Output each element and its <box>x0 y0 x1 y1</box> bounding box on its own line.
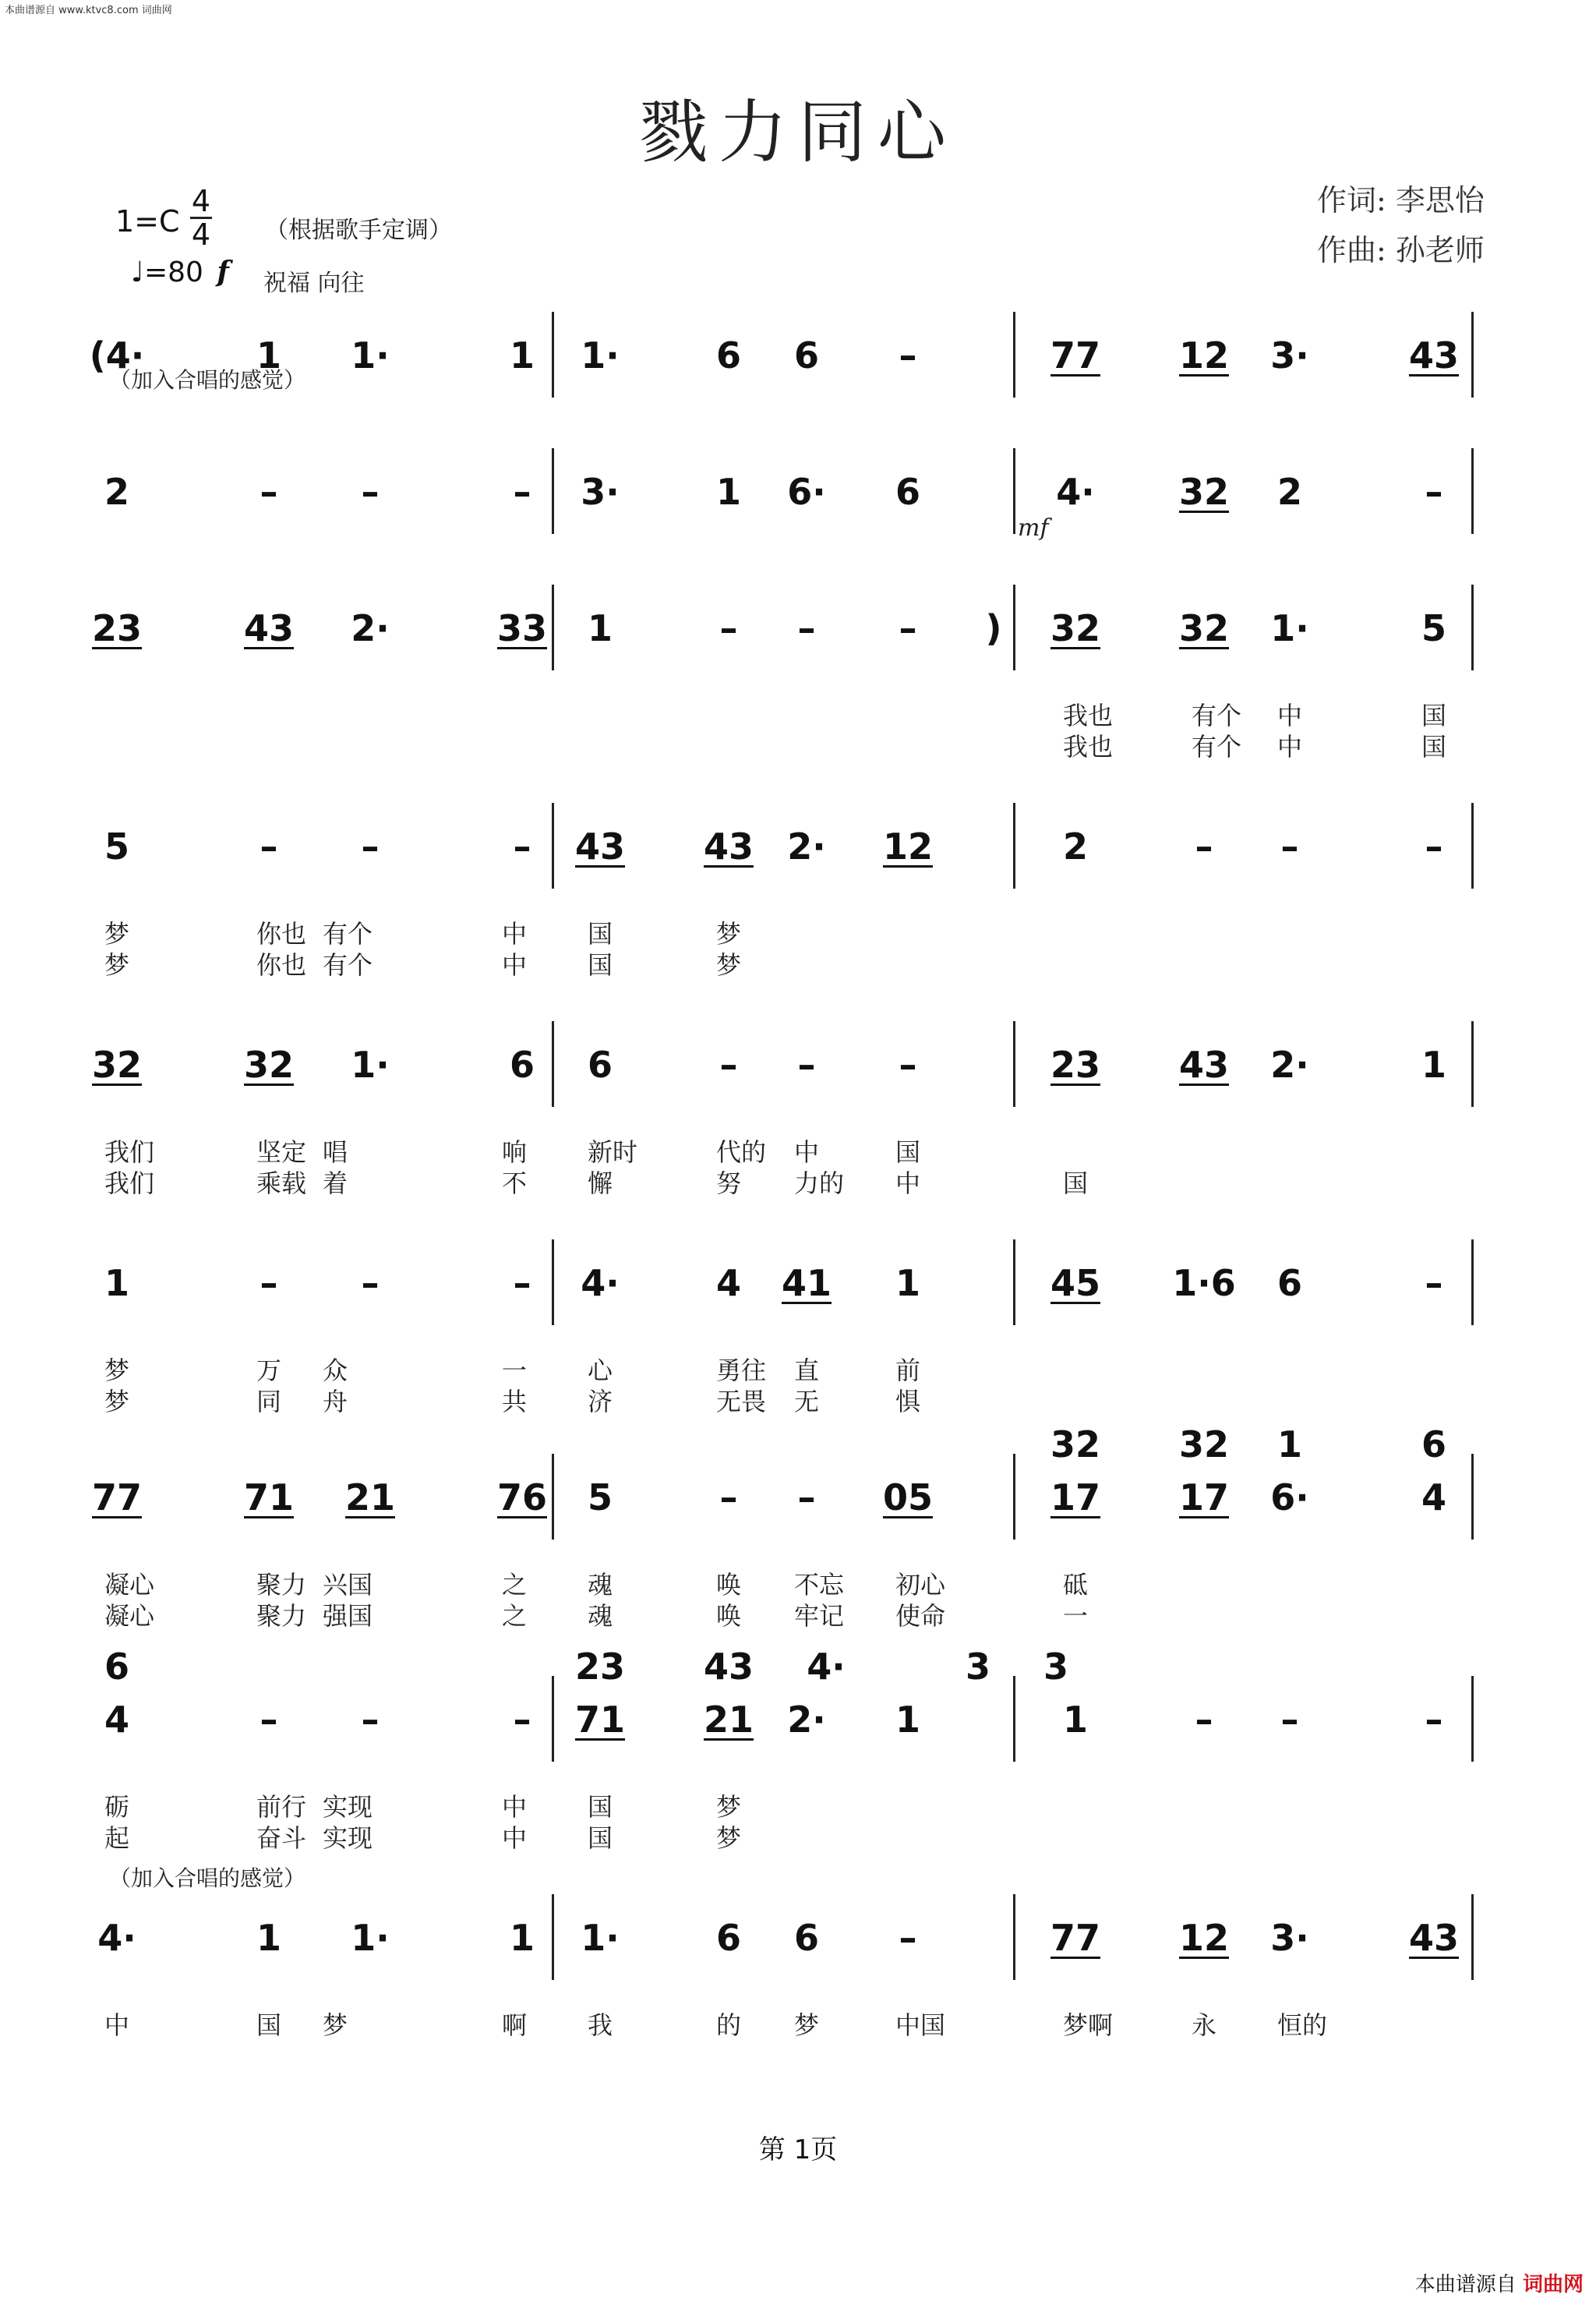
barline <box>1471 1021 1474 1107</box>
note: 1· <box>351 1917 390 1959</box>
chorus-hint-1: （加入合唱的感觉） <box>109 367 306 393</box>
note: 4· <box>97 1917 136 1959</box>
barline <box>552 803 554 889</box>
source-note: 本曲谱源自 www.ktvc8.com 词曲网 <box>5 5 172 16</box>
lyric: 国 <box>1421 701 1447 730</box>
note: 71 <box>574 1699 626 1741</box>
note: 3· <box>581 471 620 513</box>
lyric-2: 国 <box>1063 1168 1089 1198</box>
lyric: 中 <box>794 1137 820 1167</box>
lyric-2: 梦 <box>104 950 130 980</box>
upper-note: 3 <box>1043 1646 1069 1688</box>
note: 1·6 <box>1172 1262 1236 1304</box>
lyric-2: 懈 <box>588 1168 613 1198</box>
note: – <box>513 471 531 513</box>
note: – <box>1280 1699 1299 1741</box>
note: – <box>361 471 380 513</box>
note: 1 <box>587 607 613 649</box>
lyric: 啊 <box>502 2010 528 2040</box>
note: – <box>1195 825 1213 868</box>
barline <box>1471 448 1474 534</box>
lyric-2: 着 <box>323 1168 348 1198</box>
lyric: 实现 <box>323 1792 373 1822</box>
lyric-2: 中 <box>1277 732 1303 762</box>
lyric: 唱 <box>323 1137 348 1167</box>
lyric: 之 <box>502 1570 528 1600</box>
note: – <box>361 1699 380 1741</box>
note: 43 <box>574 825 626 868</box>
note: 2· <box>1270 1044 1309 1086</box>
dynamic-marking: f <box>217 256 229 288</box>
lyric-2: 实现 <box>323 1823 373 1853</box>
note: ) <box>985 607 1002 649</box>
lyric-2: 起 <box>104 1823 130 1853</box>
barline <box>552 585 554 670</box>
lyric-2: 唤 <box>716 1601 742 1631</box>
lyric: 响 <box>502 1137 528 1167</box>
note: – <box>513 825 531 868</box>
upper-note: 6 <box>104 1646 130 1688</box>
note: – <box>797 607 816 649</box>
barline <box>552 1239 554 1325</box>
lyric-2: 有个 <box>323 950 373 980</box>
note: 43 <box>1408 334 1460 377</box>
note: – <box>719 607 738 649</box>
note: (4· <box>89 334 145 377</box>
note: 21 <box>344 1476 396 1518</box>
barline <box>1013 585 1015 670</box>
mf-dynamic: mf <box>1018 514 1049 542</box>
composer-credit: 作曲: 孙老师 <box>1317 233 1485 267</box>
lyric: 梦 <box>716 1792 742 1822</box>
barline <box>552 312 554 398</box>
lyric: 的 <box>716 2010 742 2040</box>
upper-note: 23 <box>574 1646 626 1688</box>
lyric: 中 <box>502 1792 528 1822</box>
lyric-2: 共 <box>502 1387 528 1416</box>
mood-marking: 祝福 向往 <box>263 270 365 297</box>
lyric: 中 <box>502 919 528 949</box>
note: 12 <box>1178 1917 1230 1959</box>
note: 05 <box>882 1476 934 1518</box>
note: 1 <box>104 1262 130 1304</box>
lyric: 中 <box>1277 701 1303 730</box>
lyric-2: 牢记 <box>794 1601 845 1631</box>
lyric: 前 <box>895 1356 921 1385</box>
barline <box>1013 1894 1015 1980</box>
note: 21 <box>703 1699 754 1741</box>
barline <box>1013 448 1015 534</box>
barline <box>1471 1894 1474 1980</box>
note: 6· <box>1270 1476 1309 1518</box>
lyric-2: 梦 <box>716 1823 742 1853</box>
note: 5 <box>104 825 130 868</box>
note: – <box>1425 1262 1443 1304</box>
upper-note: 32 <box>1050 1423 1101 1465</box>
note: 77 <box>91 1476 143 1518</box>
note: 45 <box>1050 1262 1101 1304</box>
lyric: 你也 <box>256 919 307 949</box>
upper-note: 3 <box>965 1646 991 1688</box>
lyric-2: 乘载 <box>256 1168 307 1198</box>
barline <box>1471 1239 1474 1325</box>
note: 1· <box>1270 607 1309 649</box>
lyric-2: 力的 <box>794 1168 845 1198</box>
lyric: 砥 <box>1063 1570 1089 1600</box>
key-hint: （根据歌手定调） <box>265 217 452 244</box>
note: 1· <box>351 334 390 377</box>
note: 5 <box>1421 607 1447 649</box>
note: 41 <box>781 1262 832 1304</box>
note: 76 <box>496 1476 548 1518</box>
lyric: 梦 <box>104 919 130 949</box>
note: – <box>899 1917 917 1959</box>
barline <box>552 1894 554 1980</box>
lyric-2: 有个 <box>1192 732 1242 762</box>
note: 3· <box>1270 334 1309 377</box>
note: – <box>361 1262 380 1304</box>
barline <box>1013 312 1015 398</box>
lyric: 我也 <box>1063 701 1114 730</box>
note: 6 <box>793 1917 820 1959</box>
lyric-2: 我也 <box>1063 732 1114 762</box>
note: 2 <box>1276 471 1303 513</box>
lyric: 我们 <box>104 1137 155 1167</box>
upper-note: 4· <box>807 1646 846 1688</box>
note: 6 <box>715 334 742 377</box>
lyric: 初心 <box>895 1570 946 1600</box>
lyric: 新时 <box>588 1137 638 1167</box>
lyric-2: 魂 <box>588 1601 613 1631</box>
note: – <box>797 1476 816 1518</box>
note: 1· <box>581 334 620 377</box>
lyric-2: 努 <box>716 1168 742 1198</box>
barline <box>1013 1676 1015 1762</box>
note: 4 <box>715 1262 742 1304</box>
note: 1 <box>1421 1044 1447 1086</box>
note: 43 <box>1408 1917 1460 1959</box>
note: – <box>1425 471 1443 513</box>
lyric: 坚定 <box>256 1137 307 1167</box>
note: 17 <box>1050 1476 1101 1518</box>
upper-note: 1 <box>1276 1423 1303 1465</box>
note: 6 <box>587 1044 613 1086</box>
lyric-2: 中 <box>502 1823 528 1853</box>
barline <box>552 1676 554 1762</box>
note: – <box>797 1044 816 1086</box>
note: – <box>719 1476 738 1518</box>
lyric: 不忘 <box>794 1570 845 1600</box>
song-title: 戮力同心 <box>638 92 957 172</box>
lyricist-credit: 作词: 李思怡 <box>1317 183 1485 217</box>
time-signature <box>190 186 212 250</box>
lyric: 梦 <box>104 1356 130 1385</box>
lyric-2: 梦 <box>104 1387 130 1416</box>
barline <box>552 1454 554 1540</box>
barline <box>552 448 554 534</box>
lyric-2: 你也 <box>256 950 307 980</box>
quarter-note-icon: ♩ <box>131 256 144 288</box>
barline <box>552 1021 554 1107</box>
note: 1 <box>509 334 535 377</box>
lyric-2: 中 <box>502 950 528 980</box>
lyric: 砺 <box>104 1792 130 1822</box>
barline <box>1013 1454 1015 1540</box>
note: 43 <box>703 825 754 868</box>
brand-mark: 本曲谱源自 词曲网 <box>1414 2273 1584 2296</box>
lyric-2: 国 <box>588 950 613 980</box>
lyric: 勇往 <box>716 1356 767 1385</box>
note: 32 <box>1178 471 1230 513</box>
note: 1 <box>1062 1699 1089 1741</box>
note: 43 <box>243 607 295 649</box>
barline <box>1471 803 1474 889</box>
lyric: 众 <box>323 1356 348 1385</box>
barline <box>1013 1021 1015 1107</box>
note: 1· <box>351 1044 390 1086</box>
note: 1 <box>895 1699 921 1741</box>
note: 1 <box>715 471 742 513</box>
lyric-2: 国 <box>1421 732 1447 762</box>
note: – <box>260 1262 278 1304</box>
note: 2 <box>1062 825 1089 868</box>
lyric: 我 <box>588 2010 613 2040</box>
lyric: 永 <box>1192 2010 1217 2040</box>
lyric-2: 使命 <box>895 1601 946 1631</box>
lyric-2: 我们 <box>104 1168 155 1198</box>
note: – <box>1425 825 1443 868</box>
lyric: 国 <box>895 1137 921 1167</box>
note: 2· <box>351 607 390 649</box>
lyric: 国 <box>256 2010 282 2040</box>
lyric: 国 <box>588 1792 613 1822</box>
note: 6 <box>715 1917 742 1959</box>
lyric-2: 惧 <box>895 1387 921 1416</box>
lyric-2: 强国 <box>323 1601 373 1631</box>
barline <box>1013 1239 1015 1325</box>
note: 6 <box>895 471 921 513</box>
lyric-2: 奋斗 <box>256 1823 307 1853</box>
lyric-2: 梦 <box>716 950 742 980</box>
lyric: 有个 <box>1192 701 1242 730</box>
lyric: 直 <box>794 1356 820 1385</box>
note: 77 <box>1050 1917 1101 1959</box>
note: – <box>260 1699 278 1741</box>
note: 1 <box>256 1917 282 1959</box>
note: 71 <box>243 1476 295 1518</box>
note: 12 <box>882 825 934 868</box>
lyric: 心 <box>588 1356 613 1385</box>
note: – <box>1195 1699 1213 1741</box>
lyric-2: 凝心 <box>104 1601 155 1631</box>
note: 32 <box>91 1044 143 1086</box>
lyric-2: 一 <box>1063 1601 1089 1631</box>
note: 6 <box>1276 1262 1303 1304</box>
page-number: 第 1页 <box>758 2134 838 2165</box>
note: 6 <box>793 334 820 377</box>
lyric: 梦 <box>716 919 742 949</box>
lyric: 中国 <box>895 2010 946 2040</box>
lyric: 中 <box>104 2010 130 2040</box>
lyric: 代的 <box>716 1137 767 1167</box>
lyric: 聚力 <box>256 1570 307 1600</box>
lyric: 唤 <box>716 1570 742 1600</box>
lyric-2: 不 <box>502 1168 528 1198</box>
lyric: 魂 <box>588 1570 613 1600</box>
note: – <box>1280 825 1299 868</box>
key-signature: 1=C <box>115 204 180 239</box>
note: 3· <box>1270 1917 1309 1959</box>
lyric: 梦啊 <box>1063 2010 1114 2040</box>
time-top: 4 <box>191 184 211 218</box>
note: 43 <box>1178 1044 1230 1086</box>
upper-note: 6 <box>1421 1423 1447 1465</box>
note: 6 <box>509 1044 535 1086</box>
note: 4· <box>581 1262 620 1304</box>
lyric-2: 同 <box>256 1387 282 1416</box>
lyric-2: 无畏 <box>716 1387 767 1416</box>
time-bottom: 4 <box>191 217 211 252</box>
lyric: 凝心 <box>104 1570 155 1600</box>
note: – <box>513 1262 531 1304</box>
note: 1 <box>509 1917 535 1959</box>
lyric-2: 舟 <box>323 1387 348 1416</box>
note: – <box>899 607 917 649</box>
upper-note: 32 <box>1178 1423 1230 1465</box>
lyric: 一 <box>502 1356 528 1385</box>
note: 12 <box>1178 334 1230 377</box>
lyric: 万 <box>256 1356 282 1385</box>
lyric-2: 济 <box>588 1387 613 1416</box>
lyric: 梦 <box>323 2010 348 2040</box>
lyric: 恒的 <box>1277 2010 1328 2040</box>
note: 1 <box>256 334 282 377</box>
barline <box>1013 803 1015 889</box>
note: 1 <box>895 1262 921 1304</box>
note: 32 <box>1178 607 1230 649</box>
tempo-marking: ♩=80 f <box>131 256 229 288</box>
upper-note: 43 <box>703 1646 754 1688</box>
note: 2· <box>787 1699 826 1741</box>
lyric-2: 聚力 <box>256 1601 307 1631</box>
chorus-hint-2: （加入合唱的感觉） <box>109 1865 306 1891</box>
note: 23 <box>91 607 143 649</box>
barline <box>1471 1676 1474 1762</box>
note: 1· <box>581 1917 620 1959</box>
note: 23 <box>1050 1044 1101 1086</box>
note: 6· <box>787 471 826 513</box>
barline <box>1471 585 1474 670</box>
note: – <box>361 825 380 868</box>
lyric: 梦 <box>794 2010 820 2040</box>
note: 4· <box>1056 471 1095 513</box>
note: – <box>899 334 917 377</box>
lyric: 前行 <box>256 1792 307 1822</box>
note: 2 <box>104 471 130 513</box>
note: 77 <box>1050 334 1101 377</box>
note: 17 <box>1178 1476 1230 1518</box>
lyric-2: 之 <box>502 1601 528 1631</box>
note: 2· <box>787 825 826 868</box>
lyric-2: 中 <box>895 1168 921 1198</box>
barline <box>1471 312 1474 398</box>
barline <box>1471 1454 1474 1540</box>
note: – <box>260 471 278 513</box>
note: 32 <box>243 1044 295 1086</box>
note: 4 <box>104 1699 130 1741</box>
note: – <box>899 1044 917 1086</box>
note: – <box>719 1044 738 1086</box>
lyric: 兴国 <box>323 1570 373 1600</box>
note: – <box>513 1699 531 1741</box>
lyric-2: 国 <box>588 1823 613 1853</box>
lyric: 有个 <box>323 919 373 949</box>
note: 5 <box>587 1476 613 1518</box>
note: – <box>260 825 278 868</box>
note: 32 <box>1050 607 1101 649</box>
note: 4 <box>1421 1476 1447 1518</box>
note: – <box>1425 1699 1443 1741</box>
lyric-2: 无 <box>794 1387 820 1416</box>
lyric: 国 <box>588 919 613 949</box>
note: 33 <box>496 607 548 649</box>
